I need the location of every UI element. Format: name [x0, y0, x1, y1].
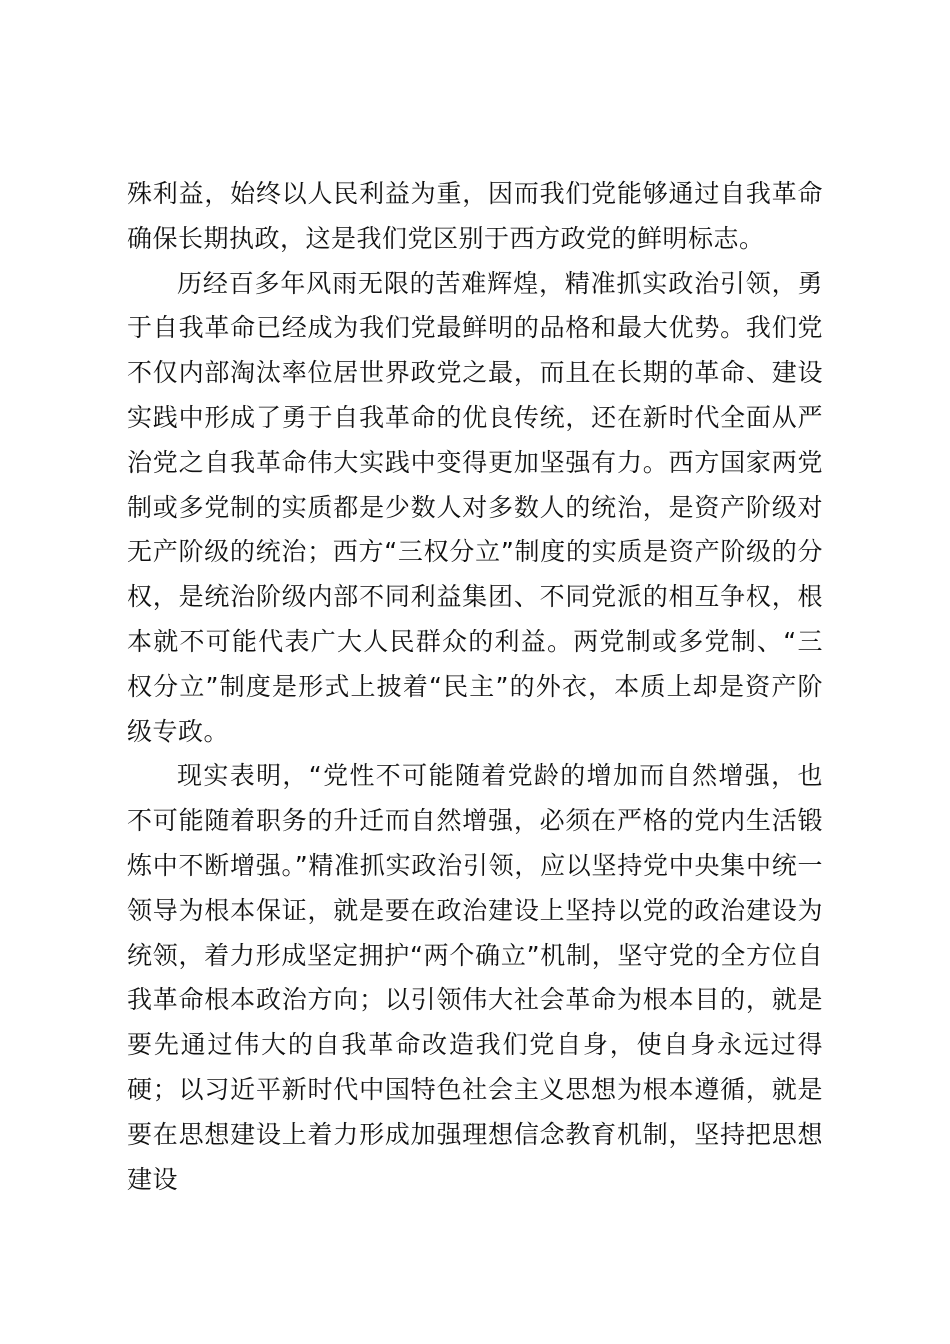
paragraph-continuation: 殊利益，始终以人民利益为重，因而我们党能够通过自我革命确保长期执政，这是我们党区别于西方政党的鲜明标志。: [127, 179, 823, 253]
paragraph: 历经百多年风雨无限的苦难辉煌，精准抓实政治引领，勇于自我革命已经成为我们党最鲜明的品格和最大优势。我们党不仅内部淘汰率位居世界政党之最，而且在长期的革命、建设实践中形成了勇于自我革命的优良传统，还在新时代全面从严治党之自我革命伟大实践中变得更加坚强有力。西方国家两党制或多党制的实质都是少数人对多数人的统治，是资产阶级对无产阶级的统治；西方“三权分立”制度的实质是资产阶级的分权，是统治阶级内部不同利益集团、不同党派的相互争权，根本就不可能代表广大人民群众的利益。两党制或多党制、“三权分立”制度是形式上披着“民主”的外衣，本质上却是资产阶级专政。: [127, 268, 823, 746]
paragraph: 现实表明，“党性不可能随着党龄的增加而自然增强，也不可能随着职务的升迁而自然增强，必须在严格的党内生活锻炼中不断增强。”精准抓实政治引领，应以坚持党中央集中统一领导为根本保证，就是要在政治建设上坚持以党的政治建设为统领，着力形成坚定拥护“两个确立”机制，坚守党的全方位自我革命根本政治方向；以引领伟大社会革命为根本目的，就是要先通过伟大的自我革命改造我们党自身，使自身永远过得硬；以习近平新时代中国特色社会主义思想为根本遵循，就是要在思想建设上着力形成加强理想信念教育机制，坚持把思想建设: [127, 761, 823, 1194]
document-body: [127, 172, 823, 1202]
